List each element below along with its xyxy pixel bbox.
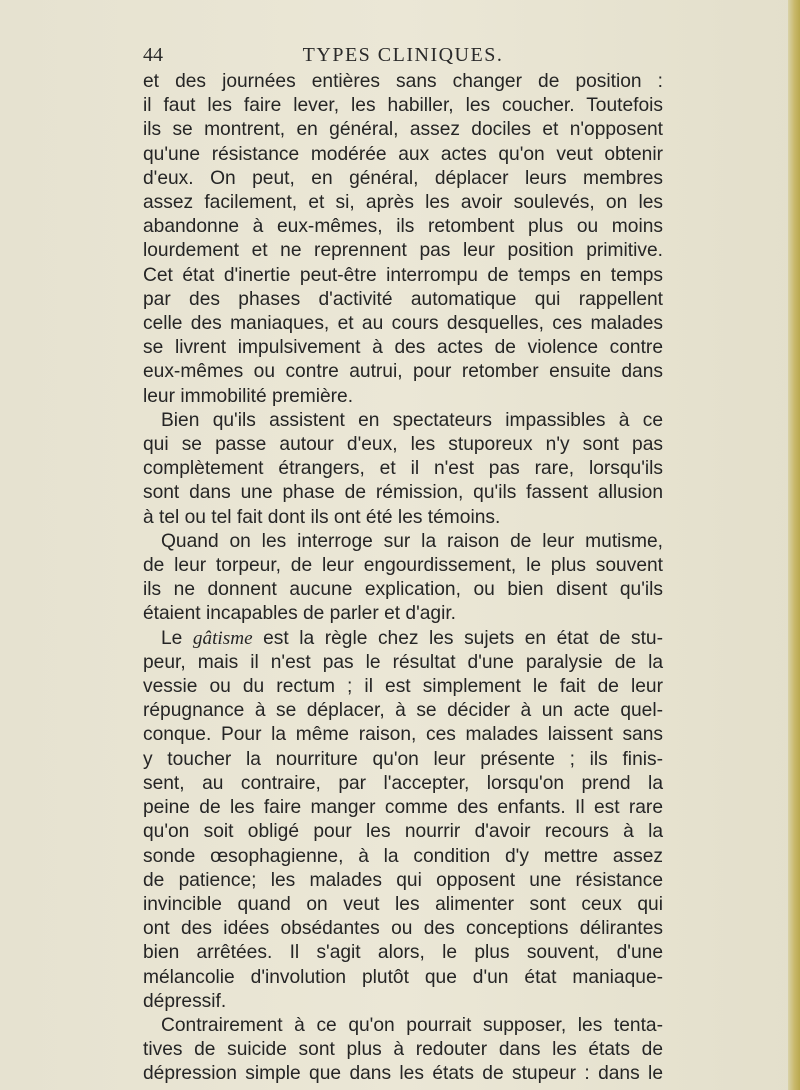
gatisme-rest: est la règle chez les sujets en état de stu- (263, 627, 663, 649)
text-line: qui se passe autour d'eux, les stuporeux n'y sont pas (143, 434, 663, 456)
text-line: abandonne à eux-mêmes, ils retombent plus ou moins (143, 216, 663, 238)
text-line: par des phases d'activité automatique qui rappellent (143, 288, 663, 310)
text-line: lourdement et ne reprennent pas leur position primitive. (143, 240, 663, 262)
text-line: Contrairement à ce qu'on pourrait supposer, les tenta- (161, 1014, 663, 1036)
text-line-gatisme (143, 627, 663, 651)
text-line: eux-mêmes ou contre autrui, pour retomber ensuite dans (143, 361, 663, 383)
text-line: bien arrêtées. Il s'agit alors, le plus souvent, d'une (143, 942, 663, 964)
text-line: Cet état d'inertie peut-être interrompu de temps en temps (143, 264, 663, 286)
text-line: Quand on les interroge sur la raison de leur mutisme, (161, 530, 663, 552)
page-edge (788, 0, 800, 1090)
text-line: d'eux. On peut, en général, déplacer leurs membres (143, 167, 663, 189)
text-line: leur immobilité première. (143, 385, 354, 407)
text-line: dépressif. (143, 990, 227, 1012)
text-line: ils se montrent, en général, assez dociles et n'opposent (143, 119, 663, 141)
running-title: TYPES CLINIQUES. (302, 44, 504, 66)
text-line: se livrent impulsivement à des actes de violence contre (143, 337, 663, 359)
page-number: 44 (143, 44, 163, 66)
text-line: de leur torpeur, de leur engourdissement, le plus souvent (143, 555, 663, 577)
gatisme-lead: Le (161, 627, 193, 649)
text-line: étaient incapables de parler et d'agir. (143, 603, 457, 625)
text-line: Bien qu'ils assistent en spectateurs impassibles à ce (161, 409, 663, 431)
text-line: mélancolie d'involution plutôt que d'un état maniaque- (143, 966, 663, 988)
text-line: de patience; les malades qui opposent une résistance (143, 869, 663, 891)
text-line: peine de les faire manger comme des enfants. Il est rare (143, 797, 663, 819)
text-line: conque. Pour la même raison, ces malades laissent sans (143, 724, 663, 746)
text-line: à tel ou tel fait dont ils ont été les témoins. (143, 506, 501, 528)
text-line: ont des idées obsédantes ou des conceptions délirantes (143, 918, 663, 940)
text-line: complètement étrangers, et il n'est pas rare, lorsqu'ils (143, 458, 663, 480)
text-line: répugnance à se déplacer, à se décider à un acte quel- (143, 700, 663, 722)
text-line: tives de suicide sont plus à redouter dans les états de (143, 1039, 663, 1061)
text-line: vessie ou du rectum ; il est simplement le fait de leur (143, 676, 663, 698)
text-line: celle des maniaques, et au cours desquelles, ces malades (143, 313, 663, 335)
text-line: sent, au contraire, par l'accepter, lorsqu'on prend la (143, 772, 663, 794)
text-line: qu'on soit obligé pour les nourrir d'avoir recours à la (143, 821, 663, 843)
text-line: sonde œsophagienne, à la condition d'y mettre assez (143, 845, 663, 867)
gatisme-term: gâtisme (192, 627, 253, 649)
page-header (143, 44, 663, 68)
text-line: ils ne donnent aucune explication, ou bien disent qu'ils (143, 579, 663, 601)
text-line: il faut les faire lever, les habiller, les coucher. Toutefois (143, 95, 663, 117)
text-line: qu'une résistance modérée aux actes qu'on veut obtenir (143, 143, 663, 165)
text-line: peur, mais il n'est pas le résultat d'une paralysie de la (143, 651, 663, 673)
text-line: assez facilement, et si, après les avoir soulevés, on les (143, 192, 663, 214)
text-line: et des journées entières sans changer de position : (143, 71, 663, 92)
text-line: sont dans une phase de rémission, qu'ils fassent allusion (143, 482, 663, 504)
text-line: invincible quand on veut les alimenter sont ceux qui (143, 893, 663, 915)
text-line: dépression simple que dans les états de stupeur : dans le (143, 1063, 663, 1085)
body-text (143, 70, 663, 1087)
text-line: y toucher la nourriture qu'on leur présente ; ils finis- (143, 748, 663, 770)
